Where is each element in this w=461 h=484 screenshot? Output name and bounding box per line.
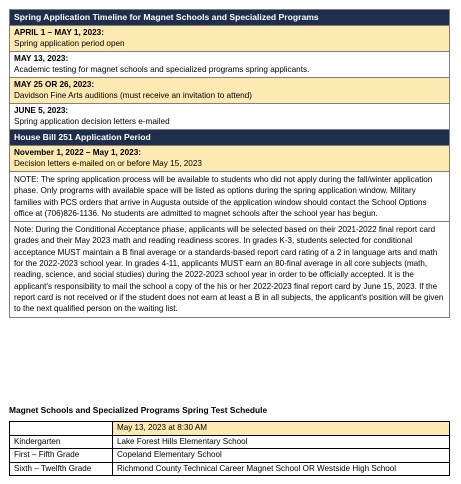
timeline-date: MAY 25 OR 26, 2023: [14,80,95,89]
test-schedule-table [9,421,450,476]
house-bill-text: Decision letters e-mailed on or before May 15, 2023 [14,158,202,168]
timeline-text: Spring application period open [14,38,125,48]
schedule-date-header: May 13, 2023 at 8:30 AM [113,422,450,436]
house-bill-row [10,146,450,172]
note-row [10,172,450,222]
schedule-title: Magnet Schools and Specialized Programs Spring Test Schedule [9,405,268,415]
timeline-header: Spring Application Timeline for Magnet Schools and Specialized Programs [10,10,450,26]
timeline-header-row [10,10,450,26]
schedule-location: Lake Forest Hills Elementary School [113,435,450,449]
schedule-row [10,449,450,463]
conditional-acceptance-note: Note: During the Conditional Acceptance phase, applicants will be selected based on their 2021-2022 final report card grades and their May 2023 math and reading readiness scores. In grades K-3, students selected for conditional acceptance MUST maintain a B final average or a standards-based report card rating of a 2 in language arts and math for the 2022-2023 school year. In grades 4-11, applicants MUST earn an 80-final average in all core subjects (math, reading, science, and social studies) during the 2022-2023 school year in order to be officially accepted. It is the applicant's responsibility to mail the school a copy of the his or her 2022-2023 final report card by June 15, 2023. If the report card is not received or if the student does not earn at least a B in all subjects, the applicant's position will be given to the next qualified person on the waiting list. [14,225,444,314]
timeline-text: Spring application decision letters e-mailed [14,116,170,126]
timeline-row [10,104,450,130]
application-timeline-table [9,9,450,318]
schedule-header-blank [10,422,113,436]
schedule-row [10,462,450,476]
timeline-row [10,26,450,52]
schedule-row [10,435,450,449]
timeline-text: Davidson Fine Arts auditions (must receive an invitation to attend) [14,90,253,100]
timeline-row [10,52,450,78]
timeline-date: APRIL 1 – MAY 1, 2023: [14,28,104,37]
schedule-header-row [10,422,450,436]
timeline-text: Academic testing for magnet schools and specialized programs spring applicants. [14,64,310,74]
timeline-date: JUNE 5, 2023: [14,106,69,115]
spring-note: NOTE: The spring application process will be available to students who did not apply during the fall/winter application phase. Only programs with available space will be listed as options during the spring application window. Military families with PCS orders that arrive in Augusta outside of the application window should contact the School Options office at (706)826-1136. No students are admitted to magnet schools after the school year has begun. [14,175,433,218]
house-bill-header-row [10,130,450,146]
schedule-grade: Kindergarten [10,435,113,449]
schedule-location: Copeland Elementary School [113,449,450,463]
schedule-grade: First – Fifth Grade [10,449,113,463]
schedule-grade: Sixth – Twelfth Grade [10,462,113,476]
timeline-date: MAY 13, 2023: [14,54,69,63]
note-row [10,222,450,317]
schedule-location: Richmond County Technical Career Magnet School OR Westside High School [113,462,450,476]
house-bill-date: November 1, 2022 – May 1, 2023: [14,148,141,157]
house-bill-header: House Bill 251 Application Period [10,130,450,146]
timeline-row [10,78,450,104]
